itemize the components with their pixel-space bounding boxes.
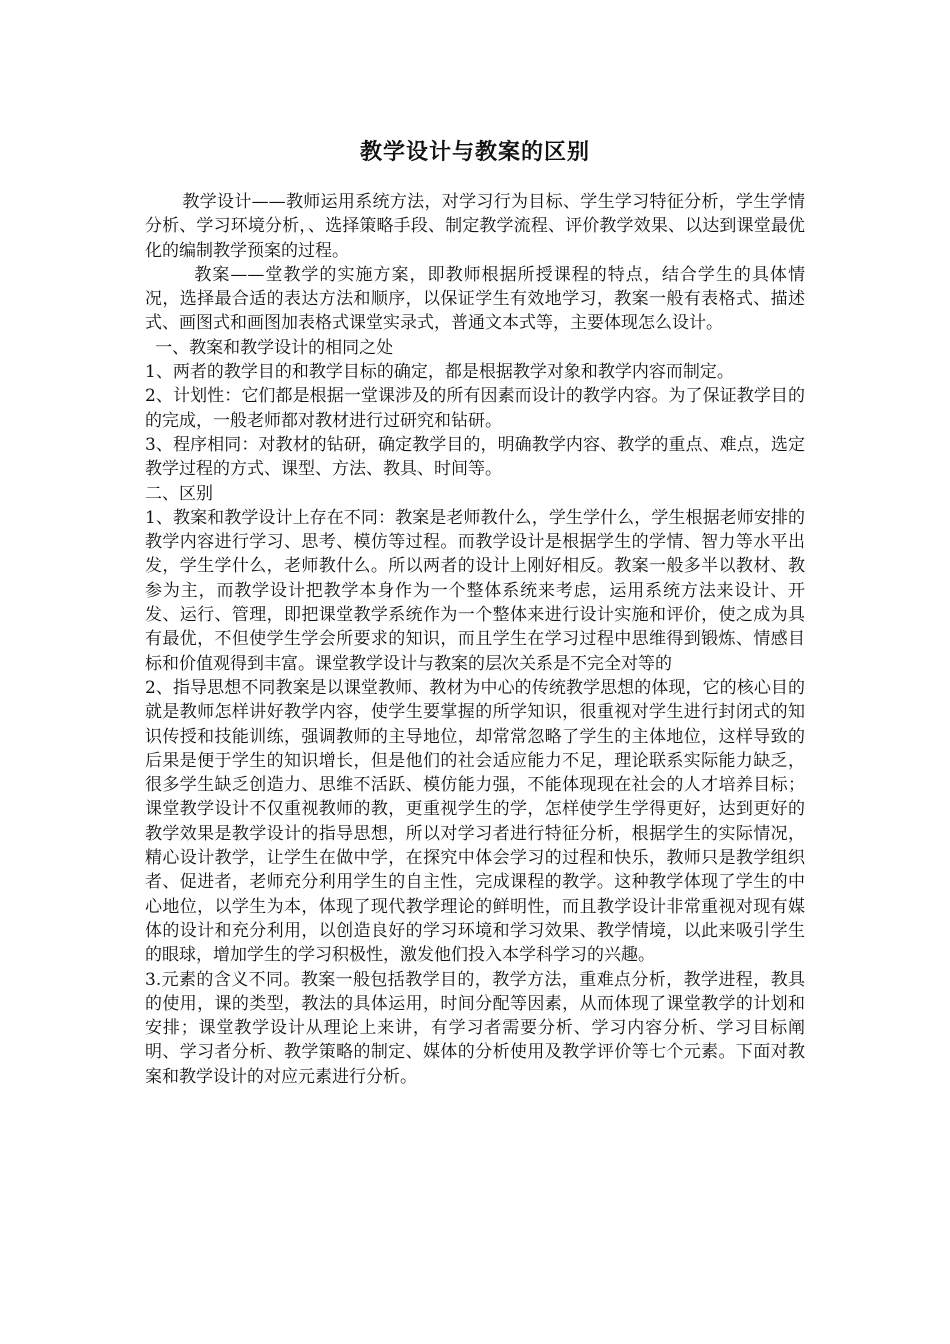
- paragraph-difference-1: 1、教案和教学设计上存在不同：教案是老师教什么，学生学什么，学生根据老师安排的教学内容进行学习、思考、模仿等过程。而教学设计是根据学生的学情、智力等水平出发，学生学什么，老师教什么。所以两者的设计上刚好相反。教案一般多半以教材、教参为主，而教学设计把教学本身作为一个整体系统来考虑，运用系统方法来设计、开发、运行、管理，即把课堂教学系统作为一个整体来进行设计实施和评价，使之成为具有最优，不但使学生学会所要求的知识，而且学生在学习过程中思维得到锻炼、情感目标和价值观得到丰富。课堂教学设计与教案的层次关系是不完全对等的: [145, 507, 805, 674]
- document-page: [145, 132, 805, 1089]
- paragraph-similarity-2: 2、计划性：它们都是根据一堂课涉及的所有因素而设计的教学内容。为了保证教学目的的完成，一般老师都对教材进行过研究和钻研。: [145, 386, 805, 431]
- paragraph-similarity-3: 3、程序相同：对教材的钻研，确定教学目的，明确教学内容、教学的重点、难点，选定教学过程的方式、课型、方法、教具、时间等。: [145, 434, 805, 480]
- paragraph-difference-2: 2、指导思想不同教案是以课堂教师、教材为中心的传统教学思想的体现，它的核心目的就是教师怎样讲好教学内容，使学生要掌握的所学知识，很重视对学生进行封闭式的知识传授和技能训练，强调教师的主导地位，却常常忽略了学生的主体地位，这样导致的后果是便于学生的知识增长，但是他们的社会适应能力不足，理论联系实际能力缺乏，很多学生缺乏创造力、思维不活跃、模仿能力强，不能体现现在社会的人才培养目标；课堂教学设计不仅重视教师的教，更重视学生的学，怎样使学生学得更好，达到更好的教学效果是教学设计的指导思想，所以对学习者进行特征分析，根据学生的实际情况，精心设计教学，让学生在做中学，在探究中体会学习的过程和快乐，教师只是教学组织者、促进者，老师充分利用学生的自主性，完成课程的教学。这种教学体现了学生的中心地位，以学生为本，体现了现代教学理论的鲜明性，而且教学设计非常重视对现有媒体的设计和充分利用，以创造良好的学习环境和学习效果、教学情境，以此来吸引学生的眼球，增加学生的学习积极性，激发他们投入本学科学习的兴趣。: [145, 677, 805, 966]
- section-heading-similarities: 一、教案和教学设计的相同之处: [155, 337, 394, 358]
- paragraph-similarity-1: 1、两者的教学目的和教学目标的确定，都是根据教学对象和教学内容而制定。: [145, 362, 734, 383]
- paragraph-teaching-design-definition: 教学设计——教师运用系统方法，对学习行为目标、学生学习特征分析，学生学情分析、学习环境分析，、选择策略手段、制定教学流程、评价教学效果、以达到课堂最优化的编制教学预案的过程。: [145, 192, 805, 261]
- paragraph-lesson-plan-definition: 教案——堂教学的实施方案，即教师根据所授课程的特点，结合学生的具体情况，选择最合适的表达方法和顺序，以保证学生有效地学习，教案一般有表格式、描述式、画图式和画图加表格式课堂实录式，普通文本式等，主要体现怎么设计。: [145, 264, 805, 334]
- paragraph-difference-3: 3.元素的含义不同。教案一般包括教学目的，教学方法，重难点分析，教学进程，教具的使用，课的类型，教法的具体运用，时间分配等因素，从而体现了课堂教学的计划和安排；课堂教学设计从理论上来讲，有学习者需要分析、学习内容分析、学习目标阐明、学习者分析、教学策略的制定、媒体的分析使用及教学评价等七个元素。下面对教案和教学设计的对应元素进行分析。: [145, 969, 805, 1087]
- document-title: 教学设计与教案的区别: [359, 139, 590, 165]
- section-heading-differences: 二、区别: [145, 483, 213, 504]
